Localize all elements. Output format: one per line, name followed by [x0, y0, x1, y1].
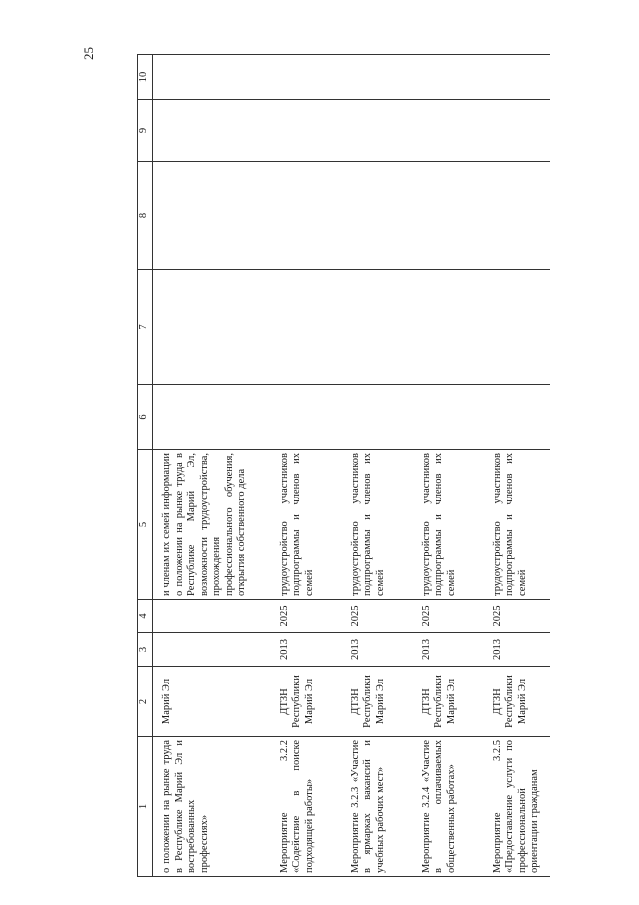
empty-cell — [153, 55, 277, 100]
empty-cell — [277, 100, 348, 162]
table-row — [490, 55, 550, 877]
empty-cell — [348, 270, 419, 385]
table-row — [153, 55, 277, 877]
header-col-7: 7 — [138, 270, 153, 385]
result-cell: и членам их семей информации о положении на рынке труда в Республике Марий Эл, возможности трудоустройства, прохождения профессионального обучения, открытия собственного дела — [153, 450, 277, 600]
header-col-4: 4 — [138, 600, 153, 633]
end-year-cell — [153, 600, 277, 633]
empty-cell — [277, 55, 348, 100]
empty-cell — [490, 385, 550, 450]
activity-cell: Мероприятие 3.2.5 «Предоставление услуги по профессиональной ориентации гражданам — [490, 737, 550, 877]
end-year-cell: 2025 — [348, 600, 419, 633]
activity-cell: Мероприятие 3.2.2 «Содействие в поиске подходящей работы» — [277, 737, 348, 877]
empty-cell — [348, 162, 419, 270]
empty-cell — [153, 100, 277, 162]
result-cell: трудоустройство участников подпрограммы и членов их семей — [490, 450, 550, 600]
empty-cell — [490, 270, 550, 385]
activities-table — [137, 54, 550, 877]
empty-cell — [419, 162, 490, 270]
rotated-page — [137, 55, 615, 877]
empty-cell — [419, 270, 490, 385]
start-year-cell: 2013 — [490, 633, 550, 667]
page-number: 25 — [81, 47, 96, 60]
empty-cell — [490, 100, 550, 162]
end-year-cell: 2025 — [419, 600, 490, 633]
result-cell: трудоустройство участников подпрограммы и членов их семей — [419, 450, 490, 600]
result-cell: трудоустройство участников подпрограммы и членов их семей — [348, 450, 419, 600]
empty-cell — [153, 270, 277, 385]
executor-cell: ДТЗН Республики Марий Эл — [490, 667, 550, 737]
empty-cell — [277, 162, 348, 270]
activity-cell: о положении на рынке труда в Республике Марий Эл и востребованных профессиях» — [153, 737, 277, 877]
empty-cell — [419, 385, 490, 450]
header-col-2: 2 — [138, 667, 153, 737]
header-col-3: 3 — [138, 633, 153, 667]
empty-cell — [490, 162, 550, 270]
executor-cell: Марий Эл — [153, 667, 277, 737]
header-col-8: 8 — [138, 162, 153, 270]
table-row — [277, 55, 348, 877]
empty-cell — [277, 385, 348, 450]
empty-cell — [419, 55, 490, 100]
end-year-cell: 2025 — [490, 600, 550, 633]
table-row — [419, 55, 490, 877]
empty-cell — [153, 385, 277, 450]
empty-cell — [348, 385, 419, 450]
empty-cell — [490, 55, 550, 100]
start-year-cell: 2013 — [277, 633, 348, 667]
activity-cell: Мероприятие 3.2.3 «Участие в ярмарках вакансий и учебных рабочих мест» — [348, 737, 419, 877]
header-row — [138, 55, 153, 877]
start-year-cell: 2013 — [348, 633, 419, 667]
empty-cell — [348, 55, 419, 100]
table-row — [348, 55, 419, 877]
executor-cell: ДТЗН Республики Марий Эл — [419, 667, 490, 737]
empty-cell — [153, 162, 277, 270]
empty-cell — [277, 270, 348, 385]
empty-cell — [348, 100, 419, 162]
header-col-6: 6 — [138, 385, 153, 450]
start-year-cell — [153, 633, 277, 667]
activity-cell: Мероприятие 3.2.4 «Участие в оплачиваемых общественных работах» — [419, 737, 490, 877]
header-col-10: 10 — [138, 55, 153, 100]
empty-cell — [419, 100, 490, 162]
result-cell: трудоустройство участников подпрограммы и членов их семей — [277, 450, 348, 600]
header-col-1: 1 — [138, 737, 153, 877]
start-year-cell: 2013 — [419, 633, 490, 667]
header-col-9: 9 — [138, 100, 153, 162]
end-year-cell: 2025 — [277, 600, 348, 633]
header-col-5: 5 — [138, 450, 153, 600]
executor-cell: ДТЗН Республики Марий Эл — [277, 667, 348, 737]
executor-cell: ДТЗН Республики Марий Эл — [348, 667, 419, 737]
